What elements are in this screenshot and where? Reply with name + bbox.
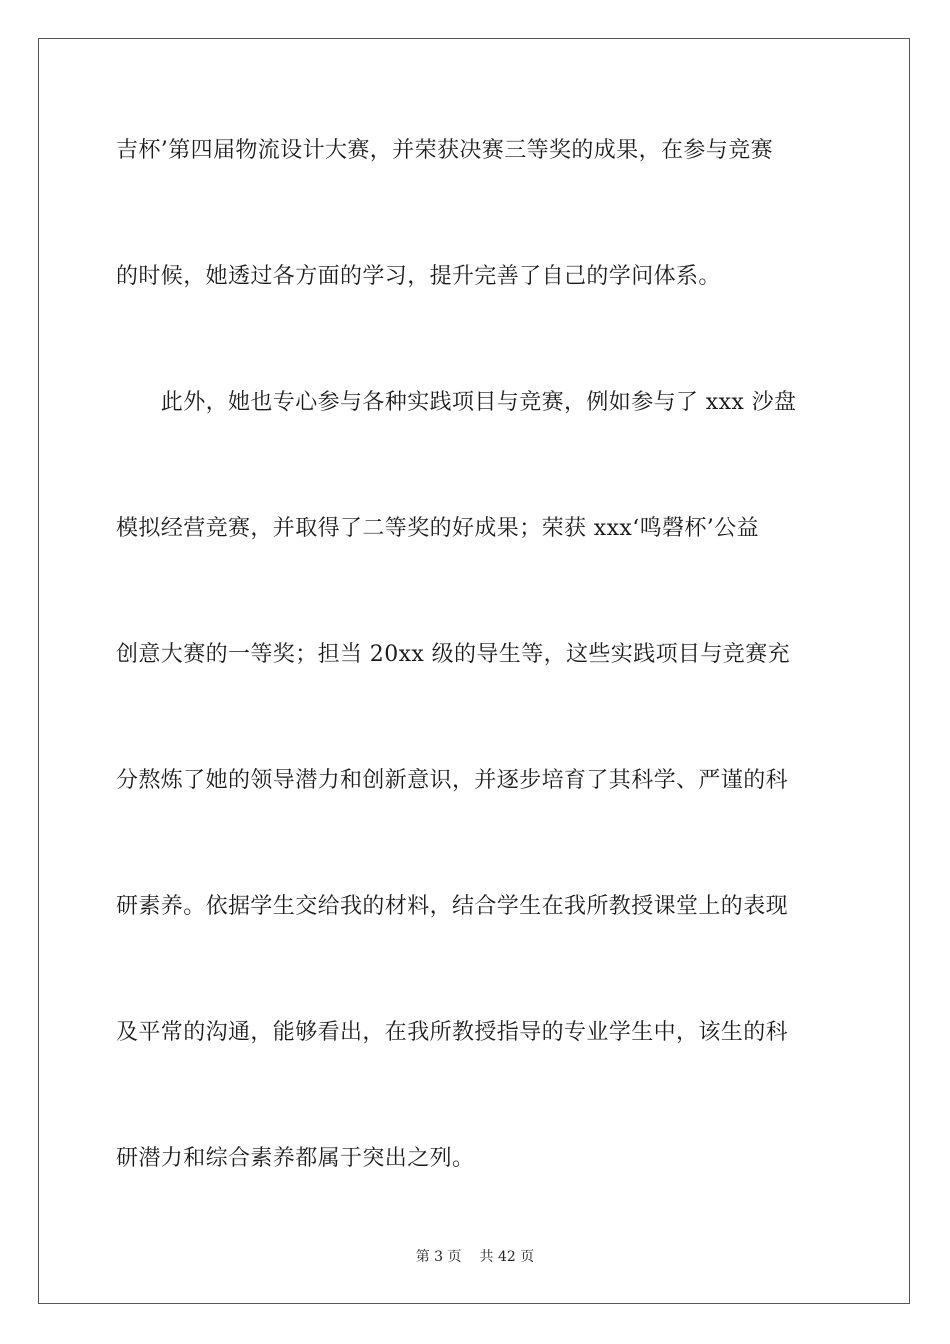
text-line: 模拟经营竞赛，并取得了二等奖的好成果；荣获 xxx‘鸣磬杯’公益: [116, 516, 760, 541]
text-line: 研素养。依据学生交给我的材料，结合学生在我所教授课堂上的表现: [116, 894, 789, 919]
text-line: 吉杯’第四届物流设计大赛，并荣获决赛三等奖的成果，在参与竞赛: [116, 138, 773, 163]
text-line: 此外，她也专心参与各种实践项目与竞赛，例如参与了 xxx 沙盘: [116, 390, 797, 415]
text-line: 研潜力和综合素养都属于突出之列。: [116, 1146, 475, 1171]
text-line: 分熬炼了她的领导潜力和创新意识，并逐步培育了其科学、严谨的科: [116, 768, 789, 793]
page-footer: [0, 1247, 950, 1267]
text-line: 创意大赛的一等奖；担当 20xx 级的导生等，这些实践项目与竞赛充: [116, 642, 790, 667]
text-line: 的时候，她透过各方面的学习，提升完善了自己的学问体系。: [116, 264, 721, 289]
page-total: 共 42 页: [479, 1249, 535, 1265]
text-line: 及平常的沟通，能够看出，在我所教授指导的专业学生中，该生的科: [116, 1020, 789, 1045]
page-number: 第 3 页: [415, 1249, 462, 1265]
page-border: [38, 38, 910, 1304]
